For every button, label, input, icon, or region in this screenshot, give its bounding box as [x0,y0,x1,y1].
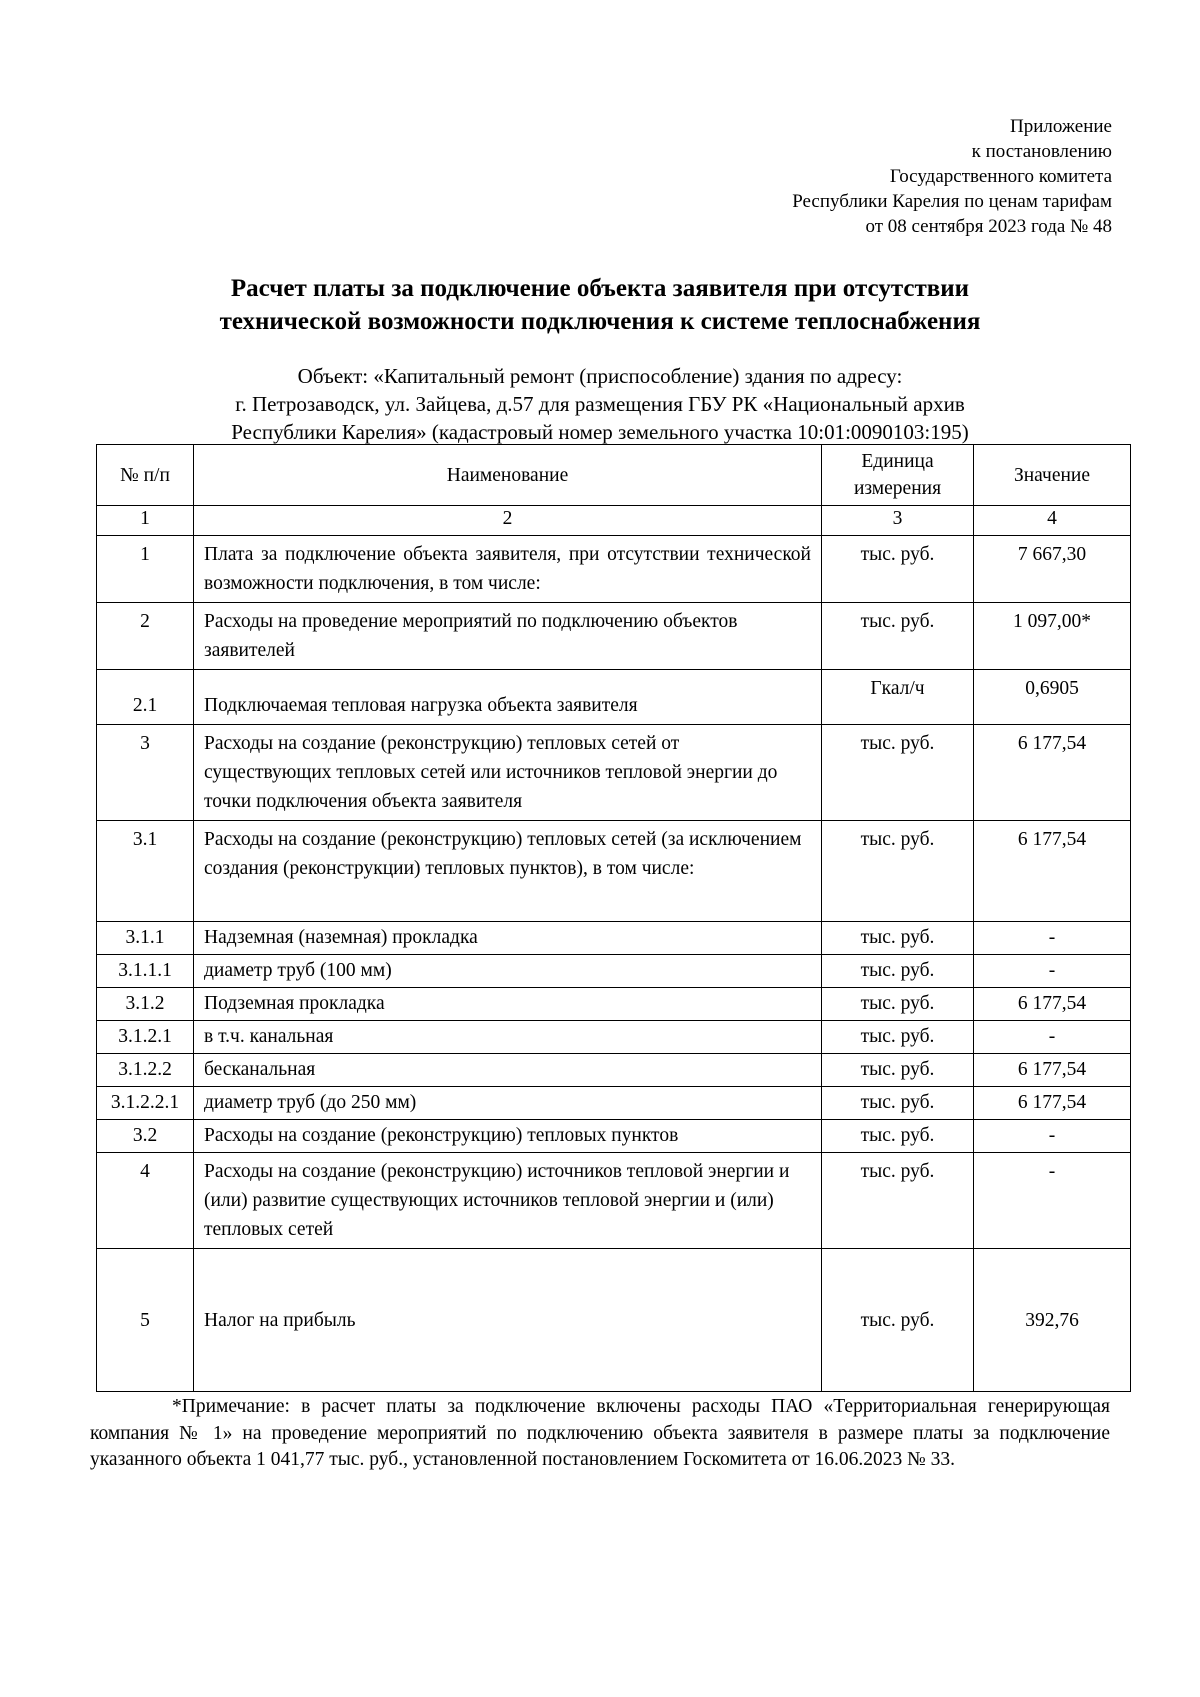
table-row [97,1249,1131,1392]
row-unit: тыс. руб. [822,1021,974,1054]
row-unit: тыс. руб. [822,1054,974,1087]
row-number: 2 [97,603,194,670]
row-unit: тыс. руб. [822,1249,974,1392]
row-name: Надземная (наземная) прокладка [194,922,822,955]
row-number: 3 [97,725,194,821]
row-name: Расходы на создание (реконструкцию) тепловых пунктов [194,1120,822,1153]
appendix-line: Приложение [1010,116,1112,137]
table-row [97,603,1131,670]
table-row [97,536,1131,603]
index-cell: 1 [97,506,194,536]
title-line: технической возможности подключения к системе теплоснабжения [219,308,981,335]
appendix-line: к постановлению [971,141,1112,162]
table-row [97,922,1131,955]
row-number: 3.1.1.1 [97,955,194,988]
row-number: 3.1.2.2.1 [97,1087,194,1120]
row-unit: тыс. руб. [822,536,974,603]
row-value: - [974,1153,1131,1249]
header-cell-unit: Единица измерения [822,445,974,506]
row-unit: тыс. руб. [822,1153,974,1249]
table-row [97,821,1131,922]
column-index-row [97,506,1131,536]
row-value: 7 667,30 [974,536,1131,603]
row-unit: тыс. руб. [822,1087,974,1120]
row-name: диаметр труб (до 250 мм) [194,1087,822,1120]
row-unit: тыс. руб. [822,603,974,670]
row-number: 3.1.2 [97,988,194,1021]
index-cell: 3 [822,506,974,536]
row-name: Расходы на создание (реконструкцию) тепловых сетей (за исключением создания (реконструкции) тепловых пунктов), в том числе: [194,821,822,922]
row-number: 5 [97,1249,194,1392]
appendix-header [552,114,1112,239]
row-number: 4 [97,1153,194,1249]
row-name: Плата за подключение объекта заявителя, при отсутствии технической возможности подключения, в том числе: [194,536,822,603]
row-number: 3.1 [97,821,194,922]
header-cell-name: Наименование [194,445,822,506]
row-name: Налог на прибыль [194,1249,822,1392]
table-row [97,1120,1131,1153]
row-name: Расходы на проведение мероприятий по подключению объектов заявителей [194,603,822,670]
calculation-table [96,444,1131,1392]
table-row [97,1021,1131,1054]
object-line: г. Петрозаводск, ул. Зайцева, д.57 для размещения ГБУ РК «Национальный архив [235,392,965,416]
row-value: 392,76 [974,1249,1131,1392]
index-cell: 4 [974,506,1131,536]
row-name: Подземная прокладка [194,988,822,1021]
table-row [97,670,1131,725]
row-value: 6 177,54 [974,988,1131,1021]
row-name: Расходы на создание (реконструкцию) источников тепловой энергии и (или) развитие существующих источников тепловой энергии и (или) тепловых сетей [194,1153,822,1249]
table-row [97,725,1131,821]
row-value: 6 177,54 [974,725,1131,821]
index-cell: 2 [194,506,822,536]
row-name: Расходы на создание (реконструкцию) тепловых сетей от существующих тепловых сетей или источников тепловой энергии до точки подключения объекта заявителя [194,725,822,821]
table-header-row [97,445,1131,506]
object-line: Объект: «Капитальный ремонт (приспособление) здания по адресу: [297,364,903,388]
row-unit: Гкал/ч [822,670,974,725]
object-description [90,362,1110,446]
row-number: 3.1.1 [97,922,194,955]
table-row [97,1054,1131,1087]
row-number: 3.2 [97,1120,194,1153]
object-line: Республики Карелия» (кадастровый номер земельного участка 10:01:0090103:195) [231,420,969,444]
row-value: - [974,1021,1131,1054]
appendix-line: от 08 сентября 2023 года № 48 [865,216,1112,237]
row-unit: тыс. руб. [822,988,974,1021]
header-cell-number: № п/п [97,445,194,506]
row-name: диаметр труб (100 мм) [194,955,822,988]
table-row [97,955,1131,988]
row-unit: тыс. руб. [822,1120,974,1153]
row-number: 2.1 [97,670,194,725]
appendix-line: Государственного комитета [889,166,1112,187]
table-row [97,1153,1131,1249]
row-name: в т.ч. канальная [194,1021,822,1054]
row-value: 1 097,00* [974,603,1131,670]
row-unit: тыс. руб. [822,725,974,821]
footnote: *Примечание: в расчет платы за подключение включены расходы ПАО «Территориальная генерирующая компания № 1» на проведение мероприятий по подключению объекта заявителя в размере платы за подключение указанного объекта 1 041,77 тыс. руб., установленной постановлением Госкомитета от 16.06.2023 № 33. [90,1396,1110,1470]
row-unit: тыс. руб. [822,922,974,955]
row-number: 1 [97,536,194,603]
row-number: 3.1.2.2 [97,1054,194,1087]
row-name: бесканальная [194,1054,822,1087]
row-number: 3.1.2.1 [97,1021,194,1054]
row-value: 6 177,54 [974,1054,1131,1087]
title-line: Расчет платы за подключение объекта заявителя при отсутствии [230,275,970,302]
row-name: Подключаемая тепловая нагрузка объекта заявителя [194,670,822,725]
header-cell-value: Значение [974,445,1131,506]
row-unit: тыс. руб. [822,821,974,922]
document-title [90,272,1110,338]
row-unit: тыс. руб. [822,955,974,988]
row-value: 6 177,54 [974,1087,1131,1120]
row-value: - [974,1120,1131,1153]
table-row [97,1087,1131,1120]
table-row [97,988,1131,1021]
appendix-line: Республики Карелия по ценам тарифам [792,191,1112,212]
row-value: - [974,922,1131,955]
row-value: 0,6905 [974,670,1131,725]
row-value: - [974,955,1131,988]
row-value: 6 177,54 [974,821,1131,922]
